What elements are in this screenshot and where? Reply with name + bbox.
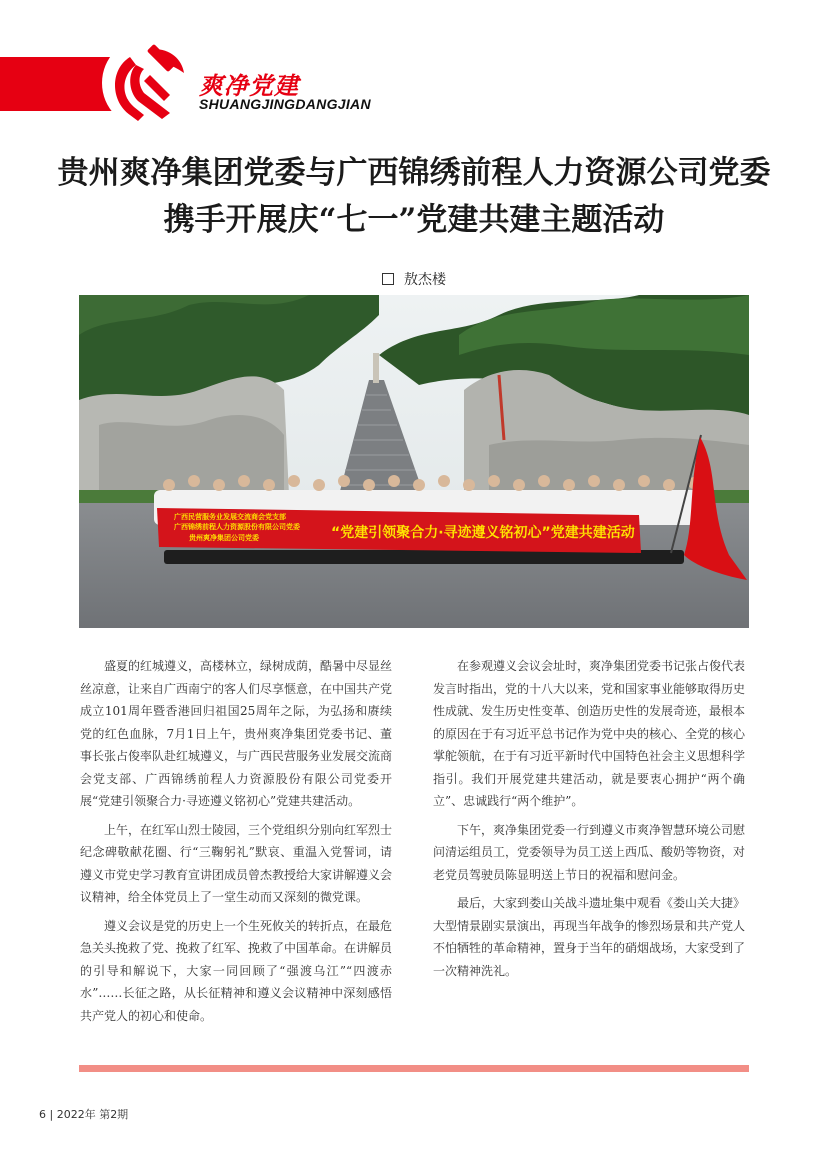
body-paragraph: 遵义会议是党的历史上一个生死攸关的转折点，在最危急关头挽救了党、挽救了红军、挽救了中国革命。在讲解员的引导和解说下，大家一同回顾了“强渡乌江”“四渡赤水”……长征之路，从长征精神和遵义会议精神中深刻感悟共产党人的初心和使命。 xyxy=(80,918,393,1023)
author-byline xyxy=(0,269,828,289)
party-emblem-icon xyxy=(100,35,196,131)
body-paragraph: 上午，在红军山烈士陵园，三个党组织分别向红军烈士纪念碑敬献花圈、行“三鞠躬礼”默哀、重温入党誓词，请遵义市党史学习教育宣讲团成员曾杰教授给大家讲解遵义会议精神，给全体党员上了一堂生动而又深刻的微党课。 xyxy=(80,822,393,904)
brand-name-en: SHUANGJINGDANGJIAN xyxy=(199,96,371,112)
footer-divider-bar xyxy=(79,1065,749,1072)
byline-square-icon xyxy=(382,273,394,285)
article-column-right xyxy=(433,655,745,988)
article-column-left xyxy=(80,655,392,1033)
article-title-line1: 贵州爽净集团党委与广西锦绣前程人力资源公司党委 xyxy=(57,155,771,191)
brand-name-cn: 爽净党建 xyxy=(199,72,299,100)
banner-slogan: “党建引领聚合力·寻迹遵义铭初心”党建共建活动 xyxy=(331,525,635,541)
page-folio: 6 | 2022年 第2期 xyxy=(39,1108,129,1121)
banner-left-line3: 贵州爽净集团公司党委 xyxy=(189,534,259,542)
body-paragraph: 下午，爽净集团党委一行到遵义市爽净智慧环境公司慰问清运组员工，党委领导为员工送上西瓜、酸奶等物资，对老党员驾驶员陈显明送上节日的祝福和慰问金。 xyxy=(433,822,746,882)
body-paragraph: 在参观遵义会议会址时，爽净集团党委书记张占俊代表发言时指出，党的十八大以来，党和国家事业能够取得历史性成就、发生历史性变革、创造历史性的发展奇迹，最根本的原因在于有习近平总书记作为党中央的核心、全党的核心掌舵领航，在于有习近平新时代中国特色社会主义思想科学指引。我们开展党建共建活动，就是要衷心拥护“两个确立”、忠诚践行“两个维护”。 xyxy=(433,659,746,808)
group-photo xyxy=(79,295,749,628)
group-photo-illustration xyxy=(79,295,749,628)
article-title-line2: 携手开展庆“七一”党建共建主题活动 xyxy=(163,202,665,238)
banner-left-line2: 广西锦绣前程人力资源股份有限公司党委 xyxy=(174,523,300,531)
body-paragraph: 盛夏的红城遵义，高楼林立，绿树成荫，酷暑中尽显丝丝凉意，让来自广西南宁的客人们尽享惬意，在中国共产党成立101周年暨香港回归祖国25周年之际，为弘扬和赓续党的红色血脉，7月1日上午，贵州爽净集团党委书记、董事长张占俊率队赴红城遵义，与广西民营服务业发展交流商会党支部、广西锦绣前程人力资源股份有限公司党委开展“党建引领聚合力·寻迹遵义铭初心”党建共建活动。 xyxy=(80,659,393,808)
author-name: 敖杰楼 xyxy=(404,272,446,288)
body-paragraph: 最后，大家到娄山关战斗遗址集中观看《娄山关大捷》大型情景剧实景演出，再现当年战争的惨烈场景和共产党人不怕牺牲的革命精神，置身于当年的硝烟战场，大家受到了一次精神洗礼。 xyxy=(433,896,746,978)
banner-left-line1: 广西民营服务业发展交流商会党支部 xyxy=(174,513,286,521)
